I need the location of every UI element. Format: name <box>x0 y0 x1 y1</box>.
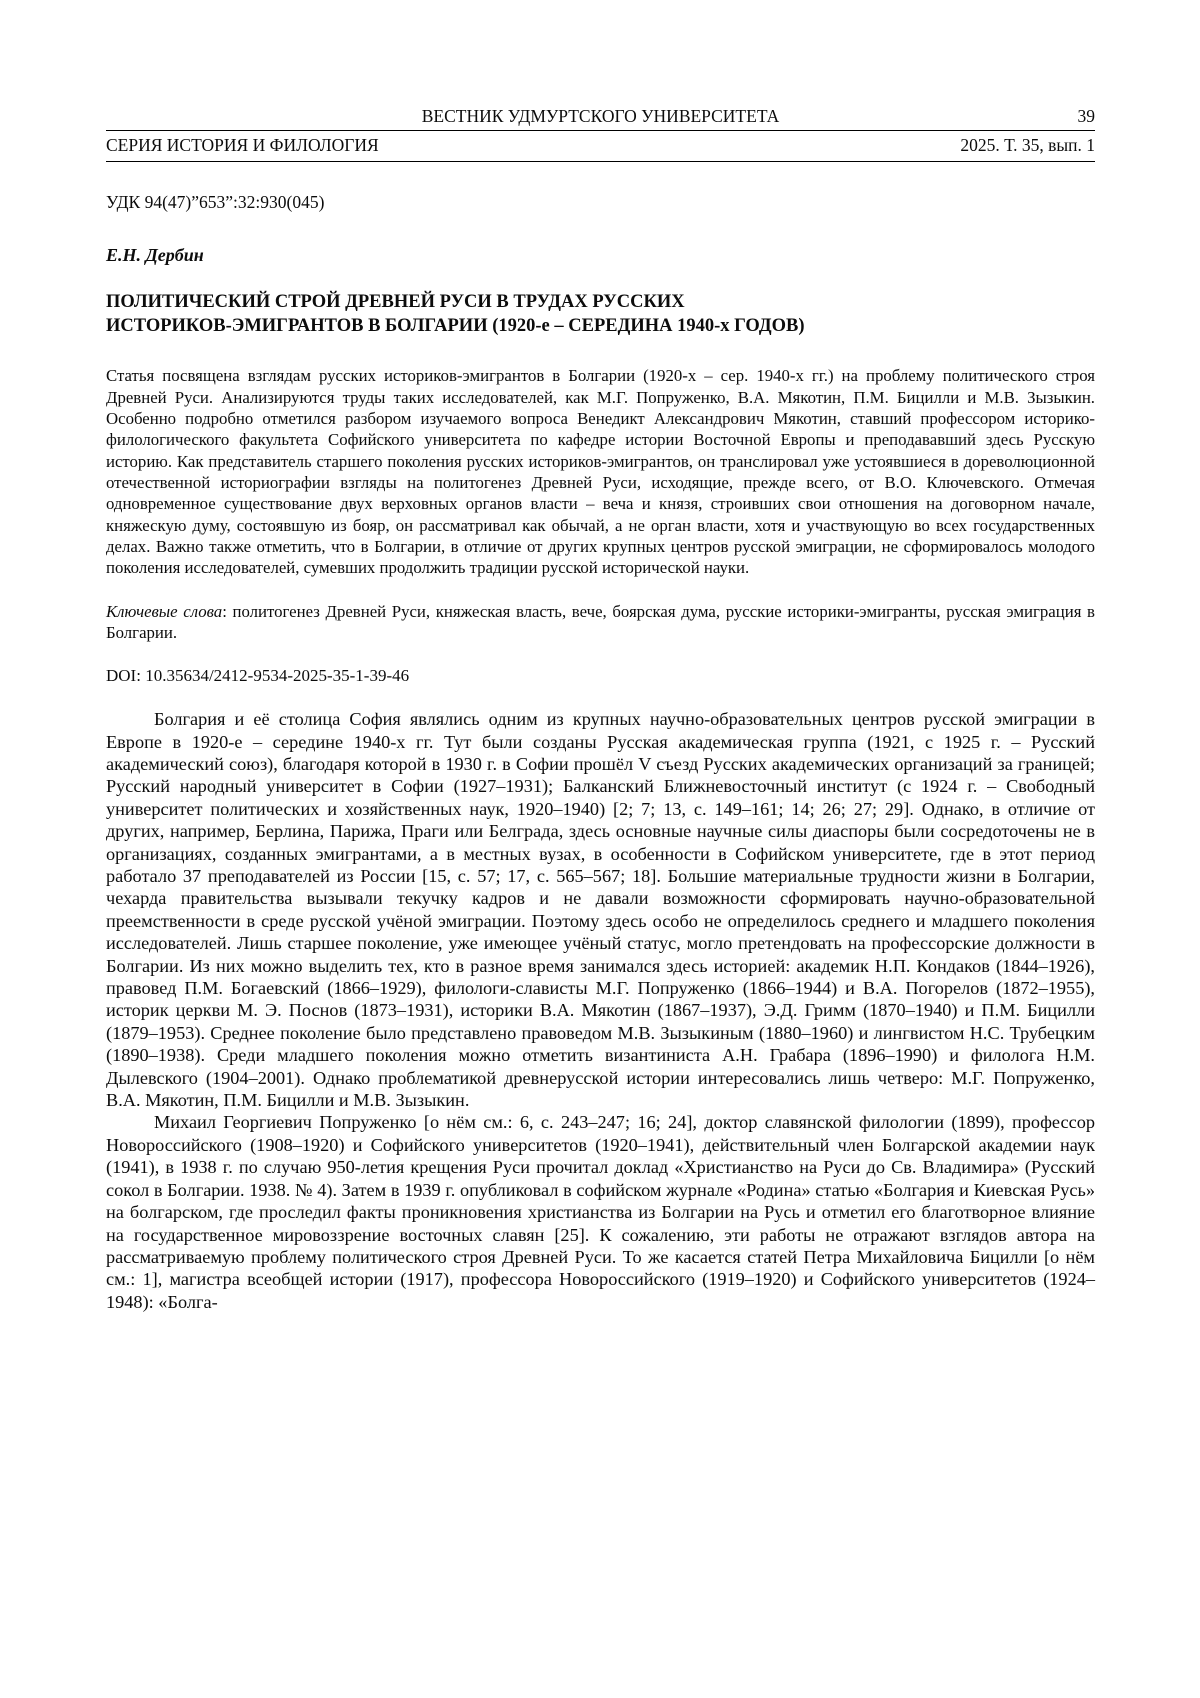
header-rule-top <box>106 130 1095 131</box>
body-paragraph: Болгария и её столица София являлись одним из крупных научно-образовательных центров русской эмиграции в Европе в 1920-е – середине 1940-х гг. Тут были созданы Русская академическая группа (1921, с 1925 г. – Русский академический союз), благодаря которой в 1930 г. в Софии прошёл V съезд Русских академических организаций за границей; Русский народный университет в Софии (1927–1931); Балканский Ближневосточный институт (с 1924 г. – Свободный университет политических и хозяйственных наук, 1920–1940) [2; 7; 13, с. 149–161; 14; 26; 27; 29]. Однако, в отличие от других, например, Берлина, Парижа, Праги или Белграда, здесь основные научные силы диаспоры были сосредоточены не в организациях, созданных эмигрантами, а в местных вузах, в особенности в Софийском университете, где в этот период работало 37 преподавателей из России [15, с. 57; 17, с. 565–567; 18]. Большие материальные трудности жизни в Болгарии, чехарда правительства вызывали текучку кадров и не давали возможности сформировать научно-образовательной преемственности в среде русской учёной эмиграции. Поэтому здесь особо не определилось среднего и младшего поколения исследователей. Лишь старшее поколение, уже имеющее учёный статус, могло претендовать на профессорские должности в Болгарии. Из них можно выделить тех, кто в разное время занимался здесь историей: академик Н.П. Кондаков (1844–1926), правовед П.М. Богаевский (1866–1929), филологи-слависты М.Г. Попруженко (1866–1944) и В.А. Погорелов (1872–1955), историк церкви М. Э. Поснов (1873–1931), историки В.А. Мякотин (1867–1937), Э.Д. Гримм (1870–1940) и П.М. Бицилли (1879–1953). Среднее поколение было представлено правоведом М.В. Зызыкиным (1880–1960) и лингвистом Н.С. Трубецким (1890–1938). Среди младшего поколения можно отметить византиниста А.Н. Грабара (1896–1990) и филолога Н.М. Дылевского (1904–2001). Однако проблематикой древнерусской истории интересовались лишь четверо: М.Г. Попруженко, В.А. Мякотин, П.М. Бицилли и М.В. Зызыкин. <box>106 709 1095 1111</box>
keywords <box>106 601 1095 644</box>
abstract-text: Статья посвящена взглядам русских историков-эмигрантов в Болгарии (1920-х – сер. 1940-х гг.) на проблему политического строя Древней Руси. Анализируются труды таких исследователей, как М.Г. Попруженко, В.А. Мякотин, П.М. Бицилли и М.В. Зызыкин. Особенно подробно отметился разбором изучаемого вопроса Венедикт Александрович Мякотин, ставший профессором историко-филологического факультета Софийского университета по кафедре истории Восточной Европы и преподававший здесь Русскую историю. Как представитель старшего поколения русских историков-эмигрантов, он транслировал уже устоявшиеся в дореволюционной отечественной историографии взгляды на политогенез Древней Руси, исходящие, прежде всего, от В.О. Ключевского. Отмечая одновременное существование двух верховных органов власти – веча и князя, строивших свои отношения на договорном начале, княжескую думу, состоявшую из бояр, он рассматривал как обычай, а не орган власти, хотя и участвующую во всех государственных делах. Важно также отметить, что в Болгарии, в отличие от других крупных центров русской эмиграции, не сформировалось молодого поколения исследователей, сумевших продолжить традиции русской исторической науки. <box>106 366 1095 578</box>
article-title-line2: ИСТОРИКОВ-ЭМИГРАНТОВ В БОЛГАРИИ (1920-е – СЕРЕДИНА 1940-х ГОДОВ) <box>106 316 805 337</box>
series-title: СЕРИЯ ИСТОРИЯ И ФИЛОЛОГИЯ <box>106 135 379 156</box>
doi: DOI: 10.35634/2412-9534-2025-35-1-39-46 <box>106 666 410 686</box>
journal-title: ВЕСТНИК УДМУРТСКОГО УНИВЕРСИТЕТА <box>421 106 780 126</box>
body-paragraph: Михаил Георгиевич Попруженко [о нём см.: 6, с. 243–247; 16; 24], доктор славянской филологии (1899), профессор Новороссийского (1908–1920) и Софийского университетов (1920–1941), действительный член Болгарской академии наук (1941), в 1938 г. по случаю 950-летия крещения Руси прочитал доклад «Христианство на Руси до Св. Владимира» (Русский сокол в Болгарии. 1938. № 4). Затем в 1939 г. опубликовал в софийском журнале «Родина» статью «Болгария и Киевская Русь» на болгарском, где проследил факты проникновения христианства из Болгарии на Русь и отметил его благотворное влияние на государственное мировоззрение восточных славян [25]. К сожалению, эти работы не отражают взглядов автора на рассматриваемую проблему политического строя Древней Руси. То же касается статей Петра Михайловича Бицилли [о нём см.: 1], магистра всеобщей истории (1917), профессора Новороссийского (1919–1920) и Софийского университетов (1924–1948): «Болга- <box>106 1112 1095 1312</box>
keywords-label: Ключевые слова <box>106 601 223 621</box>
keywords-text: : политогенез Древней Руси, княжеская власть, вече, боярская дума, русские историки-эмигранты, русская эмиграция в Болгарии. <box>106 601 1095 642</box>
running-header <box>106 106 1095 126</box>
series-row <box>106 135 1095 161</box>
article-author: Е.Н. Дербин <box>106 245 204 266</box>
page-number: 39 <box>1077 106 1095 126</box>
article-title-line1: ПОЛИТИЧЕСКИЙ СТРОЙ ДРЕВНЕЙ РУСИ В ТРУДАХ РУССКИХ <box>106 292 685 313</box>
udc-code: УДК 94(47)”653”:32:930(045) <box>106 192 325 213</box>
article-body <box>106 708 1095 1313</box>
volume-issue: 2025. Т. 35, вып. 1 <box>960 135 1095 156</box>
header-rule-bottom <box>106 161 1095 162</box>
article-title <box>106 290 1095 338</box>
